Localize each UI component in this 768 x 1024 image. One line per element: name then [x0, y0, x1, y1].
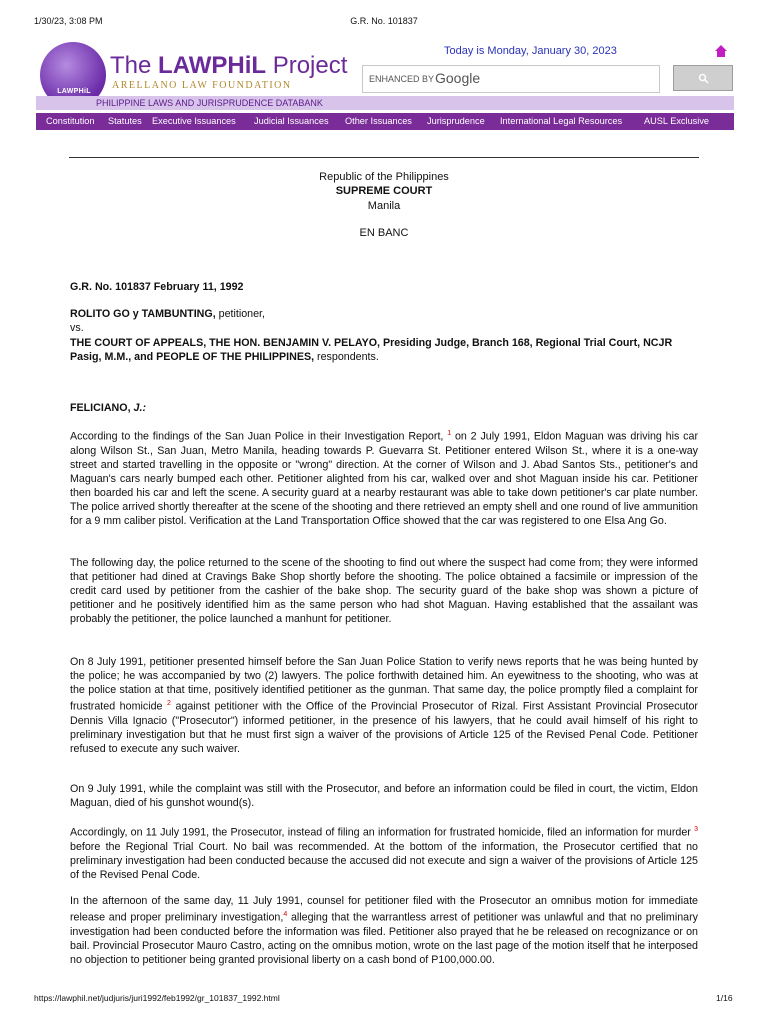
tagline-strip: [36, 96, 734, 110]
division: EN BANC: [359, 227, 409, 239]
nav-ausl-exclusive[interactable]: AUSL Exclusive: [644, 116, 710, 126]
nav-jurisprudence[interactable]: Jurisprudence: [427, 116, 485, 126]
search-input[interactable]: [362, 65, 660, 93]
republic-line: Republic of the Philippines: [319, 171, 449, 183]
site-tagline: PHILIPPINE LAWS AND JURISPRUDENCE DATABANK: [96, 98, 323, 108]
footnote-link[interactable]: 4: [283, 911, 288, 918]
today-date: Today is Monday, January 30, 2023: [444, 45, 617, 57]
paragraph: On 9 July 1991, while the complaint was still with the Prosecutor, and before an information could be filed in court, the victim, Eldon Maguan, died of his gunshot wound(s).: [70, 783, 698, 809]
nav-judicial-issuances[interactable]: Judicial Issuances: [254, 116, 329, 126]
court-name: SUPREME COURT: [335, 185, 433, 197]
ponente: FELICIANO, J.:: [70, 402, 147, 414]
nav-other-issuances[interactable]: Other Issuances: [345, 116, 412, 126]
paragraph: In the afternoon of the same day, 11 July 1991, counsel for petitioner filed with the Prosecutor an omnibus motion for immediate release and proper preliminary investigation,$^4$ alleging that the warrantless arrest of petitioner was unlawful and that no preliminary investigation had been conducted before the information was filed. Petitioner also prayed that he be released on recognizance or on bail. Provincial Prosecutor Mauro Castro, acting on the omnibus motion, wrote on the last page of the motion itself that he interposed no objection to petitioner being granted provisional liberty on a cash bond of P100,000.00.: [70, 895, 698, 966]
respondents: THE COURT OF APPEALS, THE HON. BENJAMIN V. PELAYO, Presiding Judge, Branch 168, Regional Trial Court, NCJR Pasig, M.M., and PEOPLE OF THE PHILIPPINES, respondents.: [70, 337, 673, 363]
paragraph: Accordingly, on 11 July 1991, the Prosecutor, instead of filing an information for frustrated homicide, filed an information for murder $^3$ before the Regional Trial Court. No bail was recommended. At the bottom of the information, the Prosecutor certified that no preliminary investigation had been conducted because the accused did not execute and sign a waiver of the provisions of Article 125 of the Revised Penal Code.: [70, 826, 698, 881]
home-icon[interactable]: [714, 44, 728, 58]
logo-caption: LAWPHiL: [57, 88, 91, 95]
nav-statutes[interactable]: Statutes: [108, 116, 142, 126]
foundation-name: ARELLANO LAW FOUNDATION: [112, 80, 292, 91]
search-button[interactable]: [673, 65, 733, 91]
nav-international-legal-resources[interactable]: International Legal Resources: [500, 116, 623, 126]
footnote-link[interactable]: 3: [694, 826, 698, 833]
paragraph: On 8 July 1991, petitioner presented himself before the San Juan Police Station to verify news reports that he was being hunted by the police; he was accompanied by two (2) lawyers. The police forthwith detained him. An eyewitness to the shooting, who was at the police station at that time, positively identified petitioner as the gunman. That same day, the police promptly filed a complaint for frustrated homicide $^2$ against petitioner with the Office of the Provincial Prosecutor of Rizal. First Assistant Provincial Prosecutor Dennis Villa Ignacio ("Prosecutor") informed petitioner, in the presence of his lawyers, that he could avail himself of his right to preliminary investigation but that he must first sign a waiver of the provisions of Article 125 of the Revised Penal Code. Petitioner refused to execute any such waiver.: [70, 656, 698, 755]
court-city: Manila: [367, 200, 401, 212]
print-datetime: 1/30/23, 3:08 PM: [34, 16, 103, 26]
divider: [69, 157, 699, 158]
paragraph: The following day, the police returned to the scene of the shooting to find out where the suspect had come from; they were informed that petitioner had dined at Cravings Bake Shop shortly before the shooting. The police obtained a facsimile or impression of the credit card used by petitioner from the cashier of the bake shop. The security guard of the bake shop was shown a picture of petitioner and he positively identified him as the same person who had shot Maguan. Having established that the assailant was probably the petitioner, the police launched a manhunt for petitioner.: [70, 557, 698, 625]
print-page-title: G.R. No. 101837: [350, 16, 418, 26]
footnote-link[interactable]: 1: [447, 430, 452, 437]
nav-constitution[interactable]: Constitution: [46, 116, 95, 126]
main-nav: [36, 113, 734, 130]
case-number: G.R. No. 101837 February 11, 1992: [70, 281, 244, 293]
search-label: ENHANCED BY: [369, 74, 435, 84]
nav-executive-issuances[interactable]: Executive Issuances: [152, 116, 236, 126]
petitioner-line: ROLITO GO y TAMBUNTING, petitioner,: [70, 308, 265, 320]
search-icon: [698, 73, 709, 84]
footnote-link[interactable]: 2: [167, 700, 171, 707]
versus: vs.: [70, 322, 84, 334]
site-name[interactable]: The LAWPHiL Project: [110, 52, 348, 79]
search-brand: Google: [435, 70, 481, 86]
paragraph: According to the findings of the San Juan Police in their Investigation Report, $^1$ on 2 July 1991, Eldon Maguan was driving his car along Wilson St., San Juan, Metro Manila, heading towards P. Guevarra St. Petitioner entered Wilson St., where it is a one-way street and started travelling in the opposite or "wrong" direction. At the corner of Wilson and J. Abad Santos Sts., petitioner's and Maguan's cars nearly bumped each other. Petitioner alighted from his car, walked over and shot Maguan inside his car. Petitioner then boarded his car and left the scene. A security guard at a nearby restaurant was able to take down petitioner's car plate number. The police arrived shortly thereafter at the scene of the shooting and there retrieved an empty shell and one round of live ammunition for a 9 mm caliber pistol. Verification at the Land Transportation Office showed that the car was registered to one Elsa Ang Go.: [70, 430, 699, 527]
print-url: https://lawphil.net/judjuris/juri1992/feb1992/gr_101837_1992.html: [34, 993, 280, 1003]
print-page-number: 1/16: [716, 993, 733, 1003]
